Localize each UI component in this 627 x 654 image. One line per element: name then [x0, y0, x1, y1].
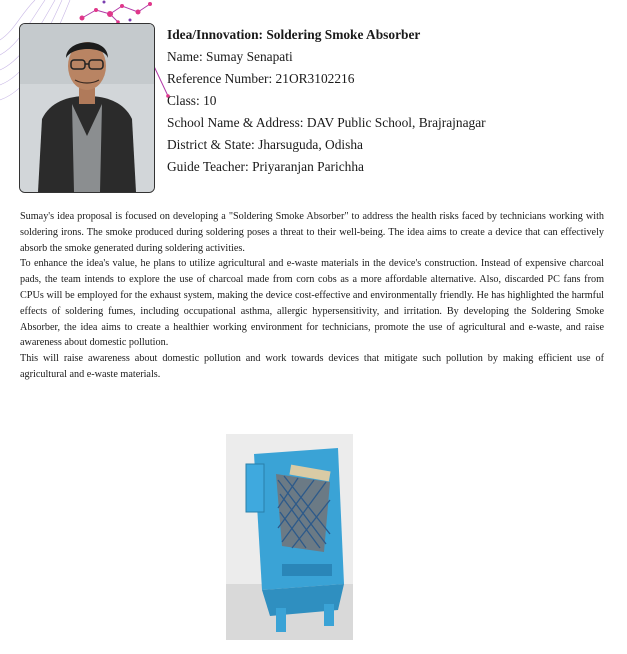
description-paragraph: This will raise awareness about domestic pollution and work towards devices that mitigate such pollution by making efficient use of agricultural and e-waste materials. — [20, 353, 604, 380]
student-name: Name: Sumay Senapati — [167, 49, 293, 64]
student-info-block — [167, 24, 486, 178]
reference-number: Reference Number: 21OR3102216 — [167, 71, 355, 86]
school-name-address: School Name & Address: DAV Public School, Brajrajnagar — [167, 115, 486, 130]
smoke-absorber-illustration — [226, 434, 353, 640]
district-state: District & State: Jharsuguda, Odisha — [167, 137, 363, 152]
student-photo-illustration — [20, 24, 154, 192]
device-photo — [226, 434, 353, 640]
idea-description — [20, 209, 604, 383]
student-photo — [19, 23, 155, 193]
student-class: Class: 10 — [167, 93, 217, 108]
idea-title: Idea/Innovation: Soldering Smoke Absorber — [167, 27, 421, 42]
guide-teacher: Guide Teacher: Priyaranjan Parichha — [167, 159, 364, 174]
description-paragraph: To enhance the idea's value, he plans to utilize agricultural and e-waste materials in the device's construction. Instead of expensive charcoal pads, the team intends to explore the use of charcoal made from corn cobs as a more affordable alternative. Also, discarded PC fans from CPUs will be employed for the exhaust system, making the device cost-effective and environmentally friendly. He has highlighted the harmful effects of soldering fumes, including occupational asthma, allergic hypersensitivity, and irritation. By developing the Soldering Smoke Absorber, the idea aims to create a healthier working environment for technicians, promote the use of agricultural and e-waste, and raise awareness about domestic pollution. — [20, 258, 604, 349]
description-paragraph: Sumay's idea proposal is focused on developing a "Soldering Smoke Absorber" to address the health risks faced by technicians working with soldering irons. The smoke produced during soldering poses a threat to their well-being. The idea aims to create a device that can effectively absorb the smoke generated during soldering activities. — [20, 211, 604, 254]
